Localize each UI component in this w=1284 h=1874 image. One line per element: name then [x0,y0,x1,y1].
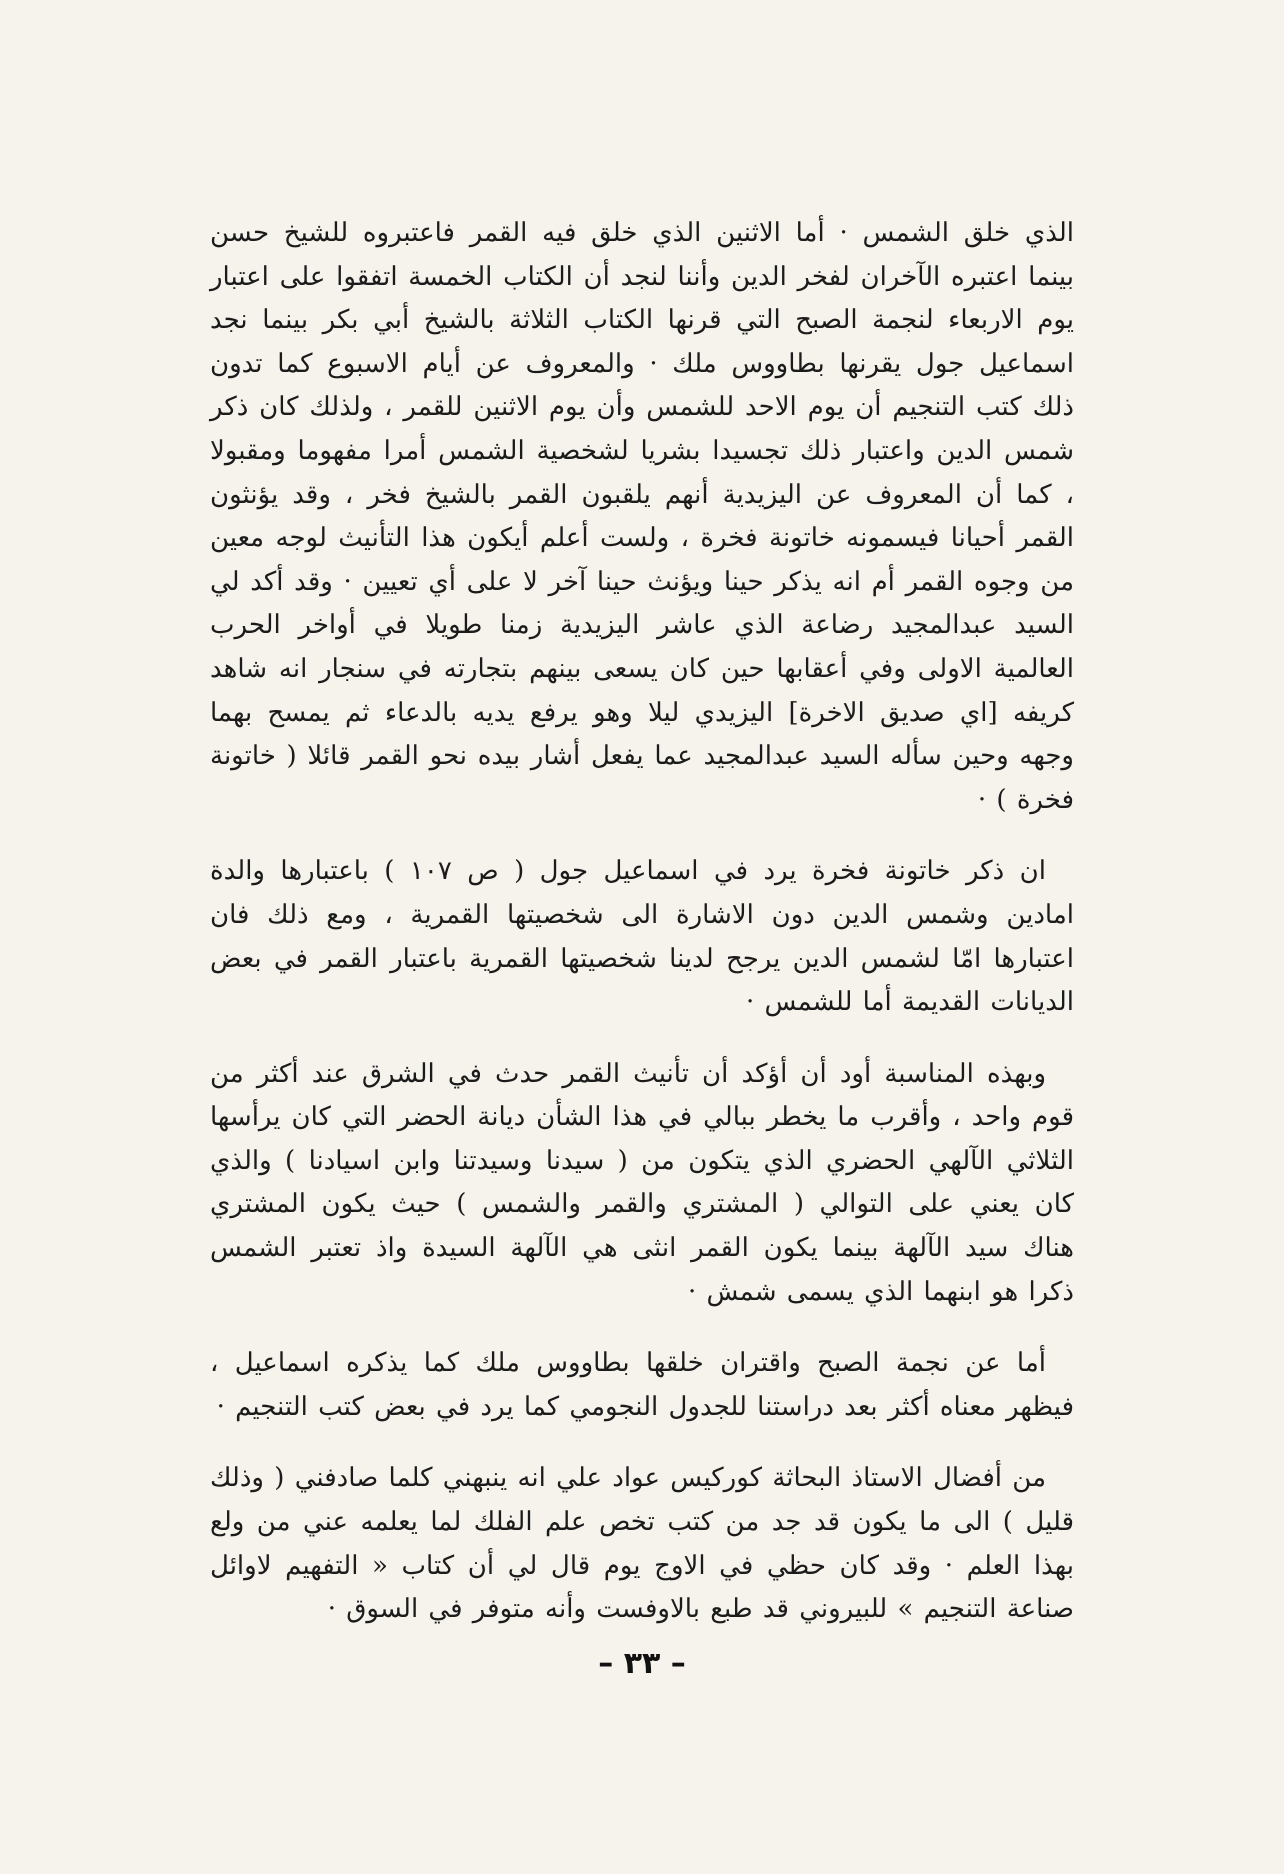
paragraph-1: الذي خلق الشمس · أما الاثنين الذي خلق فيه القمر فاعتبروه للشيخ حسن بينما اعتبره الآخران لفخر الدين وأننا لنجد أن الكتاب الخمسة اتفقوا على اعتبار يوم الاربعاء لنجمة الصبح التي قرنها الكتاب الثلاثة بالشيخ أبي بكر بينما نجد اسماعيل جول يقرنها بطاووس ملك · والمعروف عن أيام الاسبوع كما تدون ذلك كتب التنجيم أن يوم الاحد للشمس وأن يوم الاثنين للقمر ، ولذلك كان ذكر شمس الدين واعتبار ذلك تجسيدا بشريا لشخصية الشمس أمرا مفهوما ومقبولا ، كما أن المعروف عن اليزيدية أنهم يلقبون القمر بالشيخ فخر ، وقد يؤنثون القمر أحيانا فيسمونه خاتونة فخرة ، ولست أعلم أيكون هذا التأنيث لوجه معين من وجوه القمر أم انه يذكر حينا ويؤنث حينا آخر لا على أي تعيين · وقد أكد لي السيد عبدالمجيد رضاعة الذي عاشر اليزيدية زمنا طويلا في أواخر الحرب العالمية الاولى وفي أعقابها حين كان يسعى بينهم بتجارته في سنجار انه شاهد كريفه [اي صديق الاخرة] اليزيدي ليلا وهو يرفع يديه بالدعاء ثم يمسح بهما وجهه وحين سأله السيد عبدالمجيد عما يفعل أشار بيده نحو القمر قائلا ( خاتونة فخرة ) · [210,218,1074,815]
paragraph-5: من أفضال الاستاذ البحاثة كوركيس عواد علي انه ينبهني كلما صادفني ( وذلك قليل ) الى ما يكون قد جد من كتب تخص علم الفلك لما يعلمه عني من ولع بهذا العلم · وقد كان حظي في الاوج يوم قال لي أن كتاب « التفهيم لاوائل صناعة التنجيم » للبيروني قد طبع بالاوفست وأنه متوفر في السوق · [210,1463,1074,1625]
paragraph-2: ان ذكر خاتونة فخرة يرد في اسماعيل جول ( ص ١٠٧ ) باعتبارها والدة امادين وشمس الدين دون الاشارة الى شخصيتها القمرية ، ومع ذلك فان اعتبارها امّا لشمس الدين يرجح لدينا شخصيتها القمرية باعتبار القمر في بعض الديانات القديمة أما للشمس · [210,856,1074,1018]
paragraph-3: وبهذه المناسبة أود أن أؤكد أن تأنيث القمر حدث في الشرق عند أكثر من قوم واحد ، وأقرب ما يخطر ببالي في هذا الشأن ديانة الحضر التي كان يرأسها الثلاثي الآلهي الحضري الذي يتكون من ( سيدنا وسيدتنا وابن اسيادنا ) والذي كان يعني على التوالي ( المشتري والقمر والشمس ) حيث يكون المشتري هناك سيد الآلهة بينما يكون القمر انثى هي الآلهة السيدة واذ تعتبر الشمس ذكرا هو ابنهما الذي يسمى شمش · [210,1058,1074,1307]
body-text [210,212,1074,1632]
page-number: – ٣٣ – [598,1646,686,1681]
paragraph-4: أما عن نجمة الصبح واقتران خلقها بطاووس ملك كما يذكره اسماعيل ، فيظهر معناه أكثر بعد دراستنا للجدول النجومي كما يرد في بعض كتب التنجيم · [210,1348,1074,1422]
